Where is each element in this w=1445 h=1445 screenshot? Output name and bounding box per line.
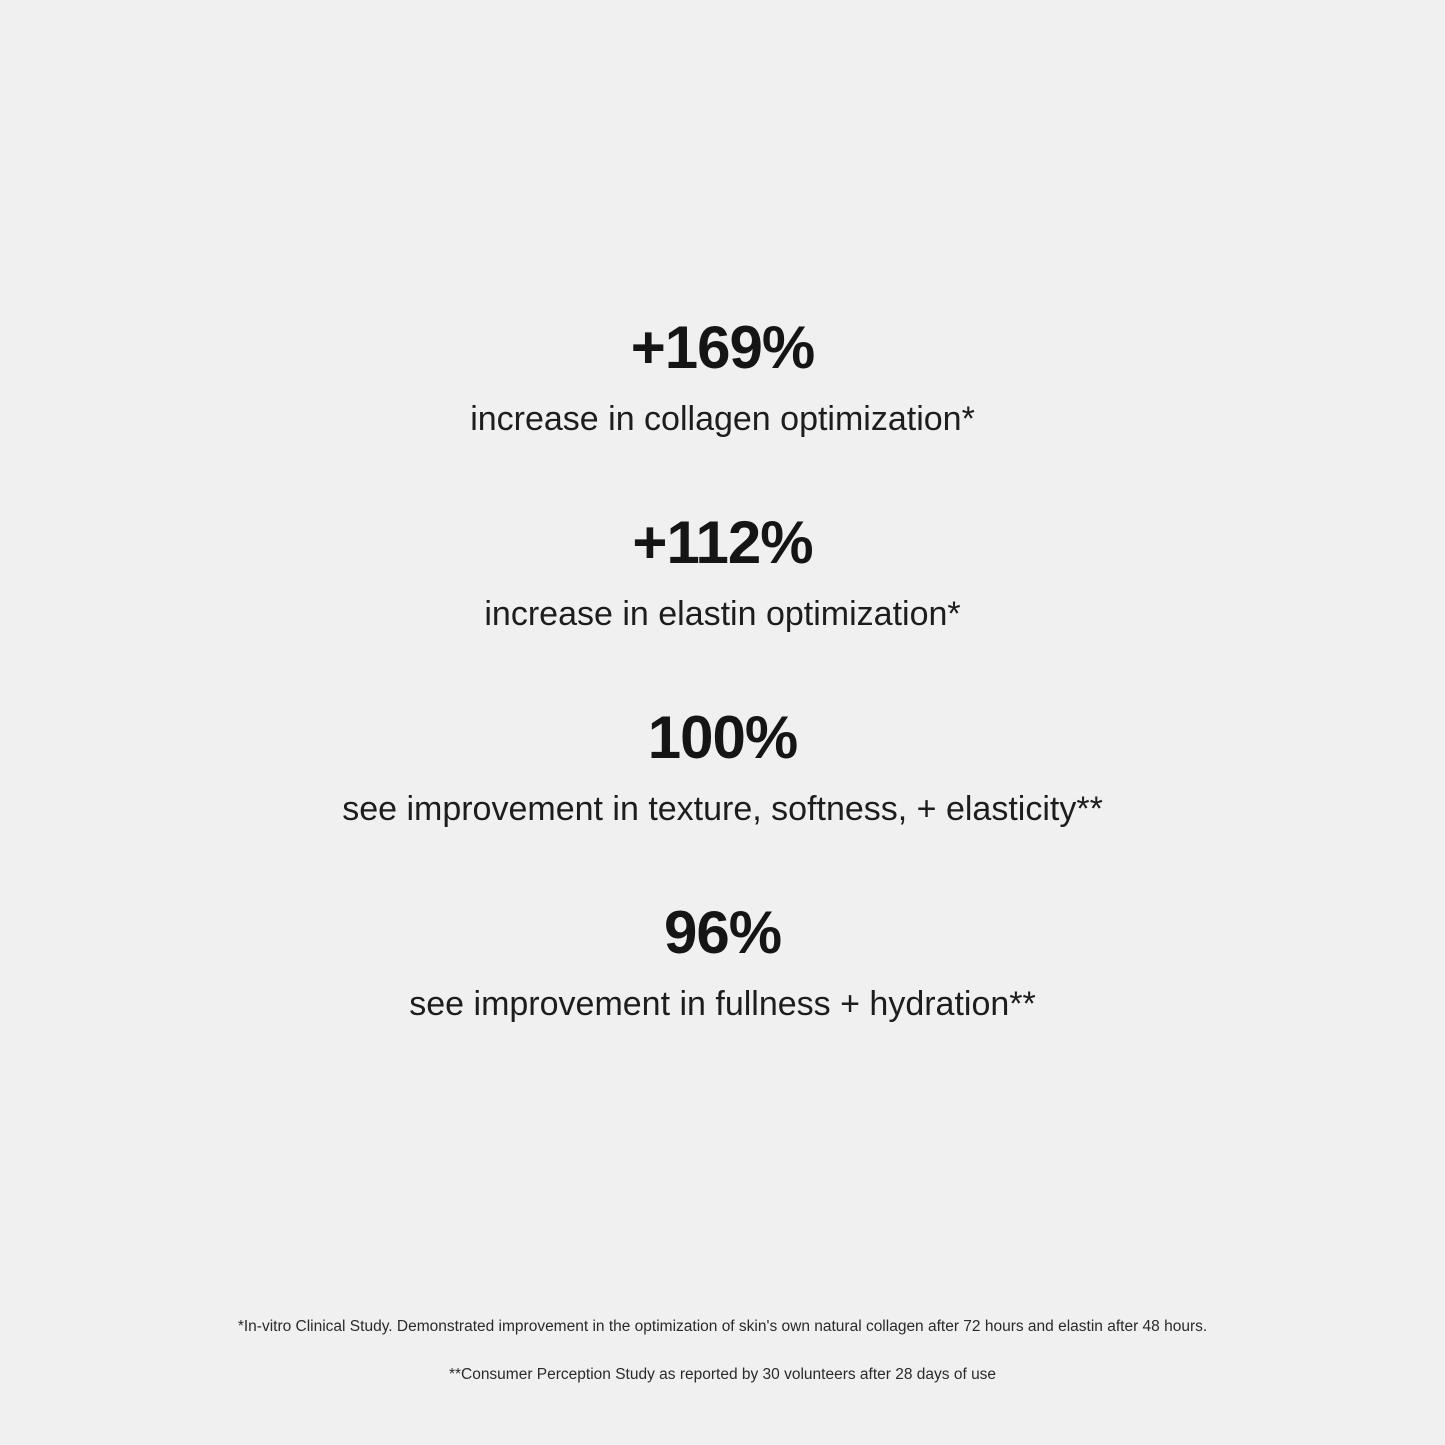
- stat-label: increase in elastin optimization*: [484, 595, 961, 634]
- stat-label: see improvement in texture, softness, + elasticity**: [342, 790, 1103, 829]
- stat-value: 96%: [663, 899, 782, 967]
- stat-value: +169%: [630, 314, 815, 381]
- stat-block-elastin: [0, 509, 1445, 634]
- stat-block-collagen: [0, 314, 1445, 439]
- stat-block-texture: [0, 704, 1445, 829]
- footnotes: [0, 1317, 1445, 1385]
- stat-value: 100%: [647, 704, 798, 772]
- stats-list: [0, 314, 1445, 1024]
- stat-label: see improvement in fullness + hydration**: [409, 985, 1036, 1024]
- stat-value: +112%: [632, 509, 813, 577]
- stat-label: increase in collagen optimization*: [470, 400, 975, 438]
- stat-block-fullness: [0, 899, 1445, 1024]
- footnote-clinical-study: *In-vitro Clinical Study. Demonstrated improvement in the optimization of skin's own natural collagen after 72 hours and elastin after 48 hours.: [237, 1317, 1208, 1335]
- footnote-consumer-study: **Consumer Perception Study as reported by 30 volunteers after 28 days of use: [448, 1365, 997, 1383]
